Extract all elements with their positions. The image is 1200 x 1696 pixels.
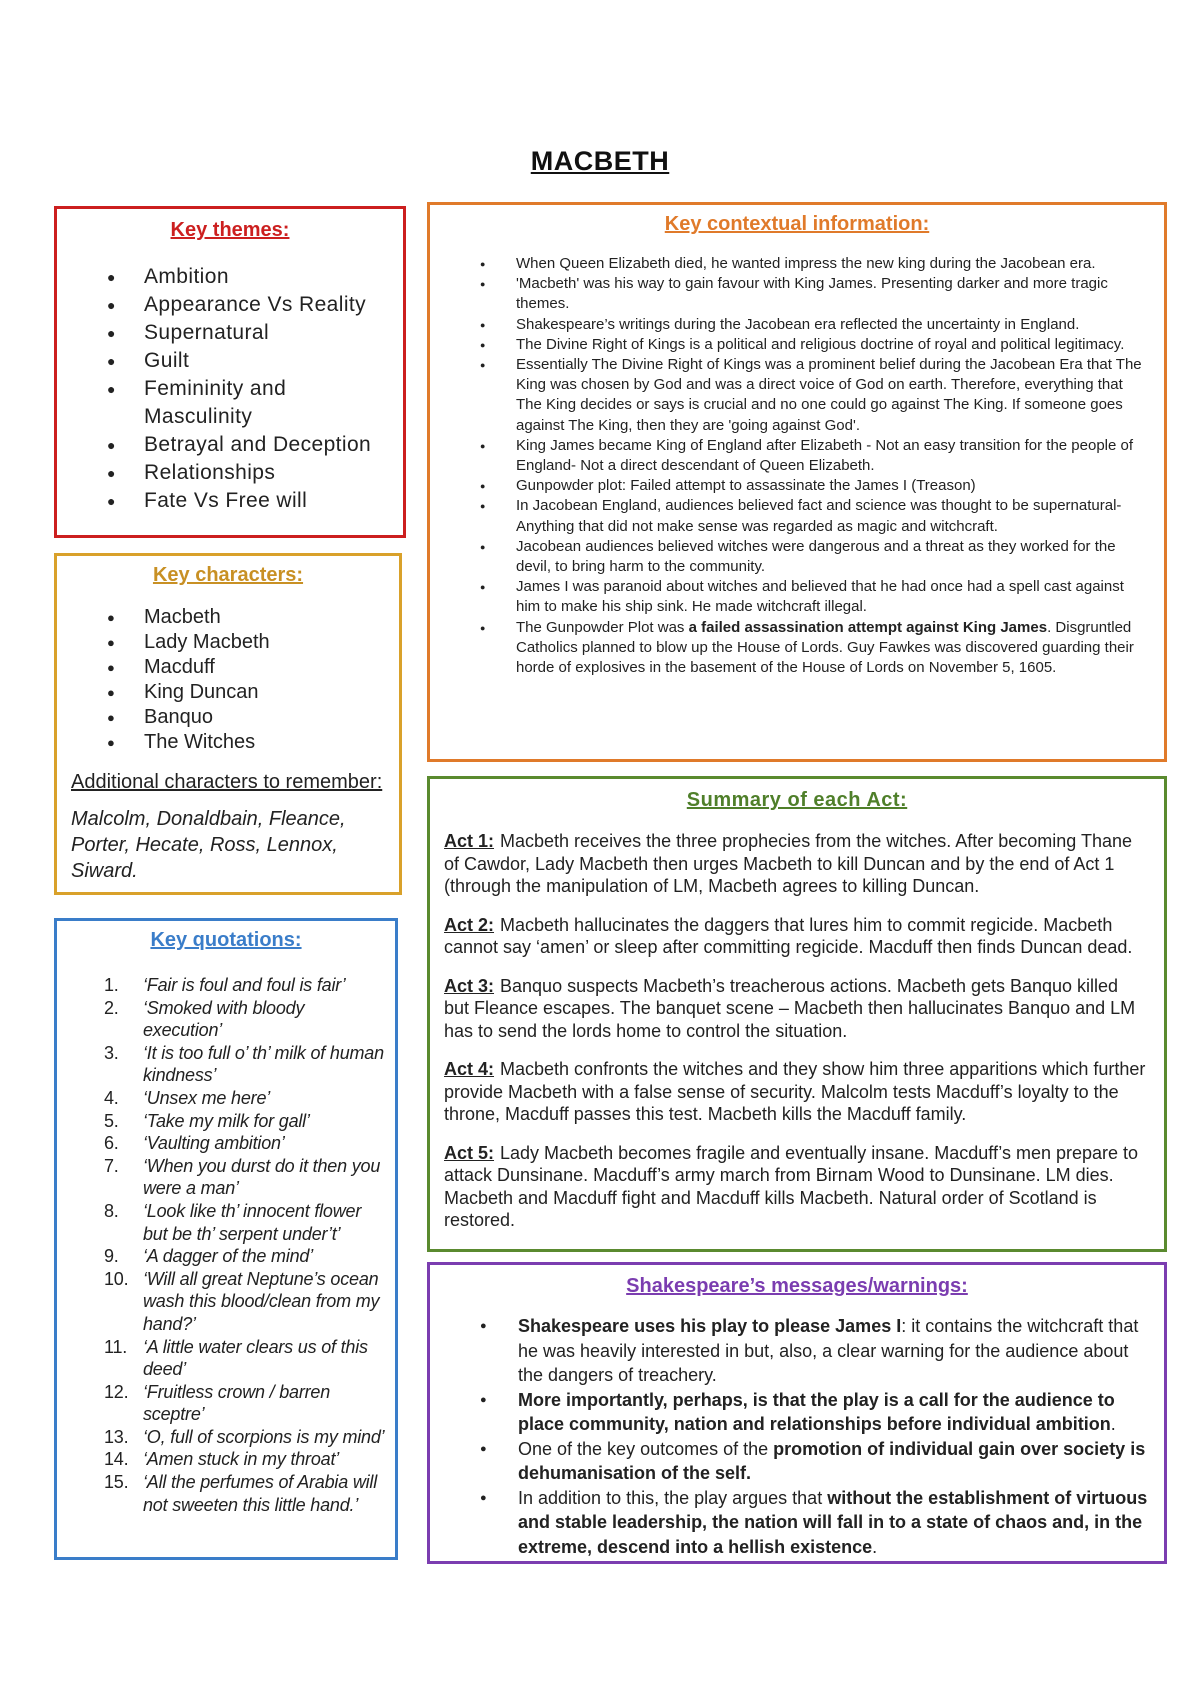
- list-item: ● In Jacobean England, audiences believed fact and science was thought to be supernatural- Anything that did not make sense was regarded as magic and witchcraft.: [430, 496, 1164, 536]
- key-context-box: [427, 202, 1167, 762]
- list-item: ● When Queen Elizabeth died, he wanted impress the new king during the Jacobean era.: [430, 254, 1164, 274]
- list-item: ● Gunpowder plot: Failed attempt to assassinate the James I (Treason): [430, 476, 1164, 496]
- text-run: In addition to this, the play argues that: [518, 1487, 828, 1508]
- list-item: ● Macduff: [57, 655, 399, 680]
- bold-text-run: More importantly, perhaps, is that the play is a call for the audience to place community, nation and relationships before individual ambition: [518, 1389, 1115, 1434]
- act-label: Act 2:: [444, 914, 495, 935]
- list-item: ● Lady Macbeth: [57, 630, 399, 655]
- act-summary: [444, 830, 1148, 898]
- act-text: Macbeth confronts the witches and they show him three apparitions which further provide Macbeth with a false sense of security. Malcolm tests Macduff’s loyalty to the throne, Macduff passes this test. Macbeth kills the Macduff family.: [444, 1059, 1146, 1124]
- act-label: Act 3:: [444, 975, 495, 996]
- bold-text-run: without the establishment of virtuous and stable leadership, the nation will fall in to a state of chaos and, in the extreme, descend into a hellish existence: [518, 1487, 1148, 1557]
- bold-text-run: promotion of individual gain over society is dehumanisation of the self.: [518, 1438, 1146, 1483]
- act-label: Act 1:: [444, 831, 495, 851]
- bold-text-run: Shakespeare uses his play to please James I: [518, 1316, 902, 1336]
- list-item: [57, 1132, 395, 1155]
- text-run: : it contains the witchcraft that he was heavily interested in but, also, a clear warning for the audience about the dangers of treachery.: [518, 1316, 1139, 1385]
- list-item: [430, 618, 1164, 679]
- quote-number: 14.: [104, 1449, 129, 1470]
- list-item: ● Relationships: [57, 459, 384, 487]
- additional-characters-label: Additional characters to remember:: [71, 771, 383, 793]
- list-item: ● 'Macbeth' was his way to gain favour with King James. Presenting darker and more tragic themes.: [430, 274, 1164, 314]
- key-context-heading: Key contextual information:: [664, 213, 930, 235]
- quote-text: ‘Vaulting ambition’: [143, 1133, 285, 1154]
- quote-text: ‘When you durst do it then you were a man’: [143, 1155, 381, 1199]
- quote-text: ‘All the perfumes of Arabia will not sweeten this little hand.’: [143, 1472, 378, 1515]
- quote-number: 9.: [104, 1246, 119, 1267]
- list-item: ● Femininity and Masculinity: [57, 375, 384, 431]
- messages-heading: Shakespeare’s messages/warnings:: [626, 1275, 968, 1297]
- quote-text: ‘Fair is foul and foul is fair’: [143, 975, 346, 995]
- list-item: [57, 1042, 395, 1087]
- list-item: [57, 1336, 395, 1381]
- key-themes-heading: Key themes:: [170, 219, 290, 241]
- list-item: ● Essentially The Divine Right of Kings was a prominent belief during the Jacobean Era that The King was chosen by God and was a direct voice of God on earth. Therefore, everything that The King decides or says is crucial and no one could go against The King. If someone goes against The King, then they are 'going against God'.: [430, 355, 1164, 436]
- list-item: [57, 1448, 395, 1471]
- messages-box: [427, 1262, 1167, 1564]
- list-item: ● Banquo: [57, 705, 399, 730]
- list-item: ● Appearance Vs Reality: [57, 291, 384, 319]
- quotations-list: [57, 974, 395, 1516]
- text-run: .: [872, 1536, 878, 1557]
- quote-number: 3.: [104, 1042, 119, 1063]
- list-item: [57, 1087, 395, 1110]
- quote-text: ‘Look like th’ innocent flower but be th’ serpent under’t’: [143, 1200, 362, 1244]
- list-item: ● The Witches: [57, 730, 399, 755]
- characters-list: [57, 605, 399, 755]
- list-item: ● Guilt: [57, 347, 384, 375]
- list-item: ● Supernatural: [57, 319, 384, 347]
- list-item: [57, 974, 395, 997]
- list-item: [430, 1388, 1164, 1437]
- list-item: ● King James became King of England after Elizabeth - Not an easy transition for the people of England- Not a direct descendant of Queen Elizabeth.: [430, 436, 1164, 476]
- list-item: [57, 1471, 395, 1516]
- messages-list: [430, 1314, 1164, 1559]
- list-item: [57, 1155, 395, 1200]
- additional-characters-list: Malcolm, Donaldbain, Fleance, Porter, Hecate, Ross, Lennox, Siward.: [71, 808, 346, 882]
- text-run: One of the key outcomes of the: [518, 1438, 774, 1459]
- list-item: [57, 1381, 395, 1426]
- bold-text-run: a failed assassination attempt against King James: [688, 618, 1048, 636]
- quote-text: ‘Take my milk for gall’: [143, 1110, 310, 1131]
- list-item: ● King Duncan: [57, 680, 399, 705]
- quote-number: 12.: [104, 1381, 129, 1402]
- quote-number: 7.: [104, 1155, 119, 1176]
- act-summary: [444, 914, 1148, 959]
- quote-text: ‘Amen stuck in my throat’: [143, 1449, 340, 1470]
- quote-text: ‘Unsex me here’: [143, 1087, 271, 1108]
- list-item: [57, 1200, 395, 1245]
- list-item: [57, 1110, 395, 1133]
- act-summary: [444, 1142, 1148, 1232]
- act-text: Macbeth receives the three prophecies from the witches. After becoming Thane of Cawdor, Lady Macbeth then urges Macbeth to kill Duncan and by the end of Act 1 (through the manipulation of LM, Macbeth agrees to killing Duncan.: [444, 831, 1133, 896]
- list-item: ● James I was paranoid about witches and believed that he had once had a spell cast against him to make his ship sink. He made witchcraft illegal.: [430, 577, 1164, 617]
- key-quotations-box: [54, 918, 398, 1560]
- quote-number: 13.: [104, 1426, 129, 1447]
- list-item: ● Macbeth: [57, 605, 399, 630]
- list-item: [430, 1314, 1164, 1388]
- list-item: [57, 1426, 395, 1449]
- key-characters-heading: Key characters:: [152, 564, 304, 586]
- text-run: . Disgruntled Catholics planned to blow up the House of Lords. Guy Fawkes was discovered guarding their horde of explosives in the basement of the House of Lords on November 5, 1605.: [516, 618, 1134, 677]
- act-summary-box: [427, 776, 1167, 1252]
- quote-number: 8.: [104, 1200, 119, 1221]
- quote-number: 2.: [104, 997, 119, 1018]
- list-item: [430, 1437, 1164, 1486]
- quote-text: ‘A little water clears us of this deed’: [143, 1336, 368, 1380]
- quote-number: 15.: [104, 1472, 129, 1493]
- quote-number: 5.: [104, 1110, 119, 1131]
- text-run: The Gunpowder Plot was: [516, 618, 689, 636]
- quote-text: ‘O, full of scorpions is my mind’: [143, 1426, 385, 1447]
- list-item: ● Ambition: [57, 263, 384, 291]
- act-summary: [444, 975, 1148, 1043]
- quote-text: ‘It is too full o’ th’ milk of human kindness’: [143, 1042, 384, 1086]
- quote-number: 6.: [104, 1133, 119, 1154]
- key-characters-box: [54, 553, 402, 895]
- quote-number: 4.: [104, 1087, 119, 1108]
- themes-list: [57, 263, 403, 515]
- key-themes-box: [54, 206, 406, 538]
- list-item: ● Shakespeare’s writings during the Jacobean era reflected the uncertainty in England.: [430, 315, 1164, 335]
- list-item: [430, 1486, 1164, 1560]
- act-text: Banquo suspects Macbeth’s treacherous actions. Macbeth gets Banquo killed but Fleance escapes. The banquet scene – Macbeth then hallucinates Banquo and LM has to send the lords home to control the situation.: [444, 975, 1136, 1041]
- quote-number: 10.: [104, 1268, 129, 1289]
- quote-text: ‘Smoked with bloody execution’: [143, 997, 305, 1041]
- act-summary-heading: Summary of each Act:: [686, 789, 908, 811]
- list-item: [57, 1268, 395, 1336]
- list-item: ● Betrayal and Deception: [57, 431, 384, 459]
- list-item: [57, 997, 395, 1042]
- list-item: ● The Divine Right of Kings is a political and religious doctrine of royal and political legitimacy.: [430, 335, 1164, 355]
- act-summary: [444, 1058, 1148, 1126]
- act-text: Lady Macbeth becomes fragile and eventually insane. Macduff’s men prepare to attack Dunsinane. Macduff’s army march from Birnam Wood to Dunsinane. LM dies. Macbeth and Macduff fight and Macduff kills Macbeth. Natural order of Scotland is restored.: [444, 1142, 1139, 1230]
- context-list: [430, 254, 1164, 678]
- act-label: Act 5:: [444, 1142, 495, 1163]
- quote-text: ‘Will all great Neptune’s ocean wash this blood/clean from my hand?’: [143, 1268, 380, 1334]
- quote-text: ‘Fruitless crown / barren sceptre’: [143, 1381, 331, 1425]
- key-quotations-heading: Key quotations:: [150, 929, 302, 951]
- text-run: .: [1110, 1414, 1116, 1434]
- list-item: [57, 1245, 395, 1268]
- quote-text: ‘A dagger of the mind’: [143, 1246, 314, 1267]
- page-title: MACBETH: [530, 146, 670, 176]
- act-text: Macbeth hallucinates the daggers that lures him to commit regicide. Macbeth cannot say ‘amen’ or sleep after committing regicide. Macduff then finds Duncan dead.: [444, 914, 1133, 957]
- quote-number: 1.: [104, 975, 119, 995]
- list-item: ● Jacobean audiences believed witches were dangerous and a threat as they worked for the devil, to bring harm to the community.: [430, 537, 1164, 577]
- quote-number: 11.: [104, 1336, 128, 1357]
- act-label: Act 4:: [444, 1059, 495, 1079]
- list-item: ● Fate Vs Free will: [57, 487, 384, 515]
